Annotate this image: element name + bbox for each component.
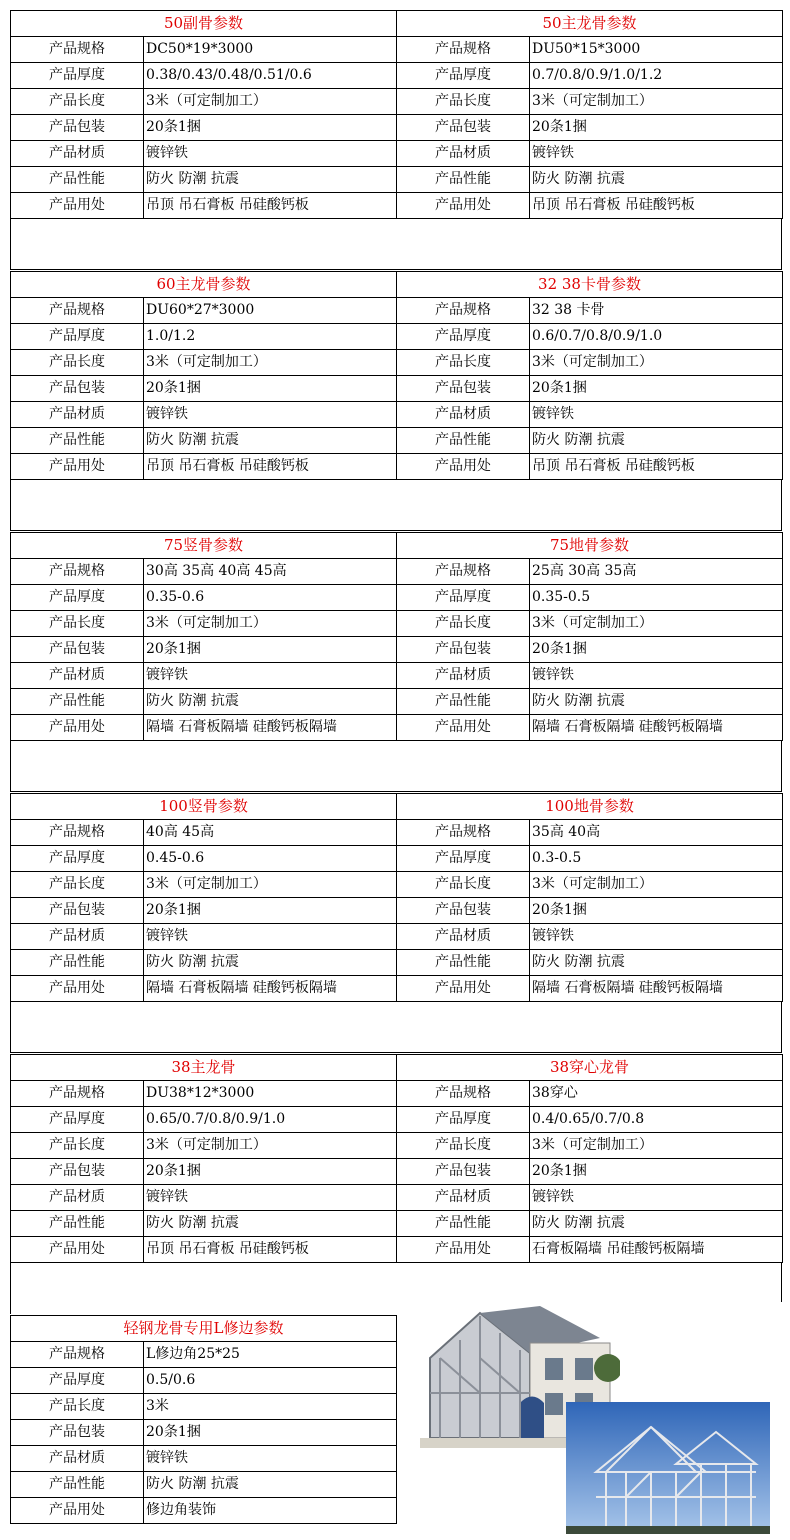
row-label: 产品用处 xyxy=(11,193,144,219)
row-value: 0.6/0.7/0.8/0.9/1.0 xyxy=(530,324,783,350)
table-title: 32 38卡骨参数 xyxy=(397,272,783,298)
table-row xyxy=(11,637,397,663)
row-value: 吊顶 吊石膏板 吊硅酸钙板 xyxy=(530,193,783,219)
row-label: 产品长度 xyxy=(11,872,144,898)
table-row xyxy=(397,141,783,167)
row-value: 3米（可定制加工） xyxy=(144,350,397,376)
row-value: 0.4/0.65/0.7/0.8 xyxy=(530,1107,783,1133)
table-row xyxy=(397,1159,783,1185)
row-value: 3米（可定制加工） xyxy=(144,611,397,637)
row-label: 产品用处 xyxy=(397,193,530,219)
row-value: 镀锌铁 xyxy=(530,402,783,428)
row-value: 35高 40高 xyxy=(530,820,783,846)
table-row xyxy=(397,611,783,637)
row-label: 产品长度 xyxy=(11,1133,144,1159)
row-label: 产品厚度 xyxy=(397,324,530,350)
row-label: 产品材质 xyxy=(397,1185,530,1211)
row-label: 产品厚度 xyxy=(11,324,144,350)
table-row xyxy=(11,1342,397,1368)
row-label: 产品材质 xyxy=(397,663,530,689)
row-value: 吊顶 吊石膏板 吊硅酸钙板 xyxy=(144,1237,397,1263)
row-value: 吊顶 吊石膏板 吊硅酸钙板 xyxy=(530,454,783,480)
row-label: 产品厚度 xyxy=(397,846,530,872)
row-value: 镀锌铁 xyxy=(144,1446,397,1472)
spacer xyxy=(10,218,782,270)
row-label: 产品规格 xyxy=(397,37,530,63)
row-value: 3米 xyxy=(144,1394,397,1420)
table-row xyxy=(11,689,397,715)
row-value: 隔墙 石膏板隔墙 硅酸钙板隔墙 xyxy=(530,715,783,741)
table-row xyxy=(397,1211,783,1237)
row-value: 3米（可定制加工） xyxy=(144,1133,397,1159)
table-row xyxy=(11,1107,397,1133)
table-row xyxy=(11,1237,397,1263)
table-title: 75竖骨参数 xyxy=(11,533,397,559)
spec-table xyxy=(396,1054,783,1263)
table-row xyxy=(11,141,397,167)
row-label: 产品材质 xyxy=(397,141,530,167)
row-label: 产品用处 xyxy=(11,976,144,1002)
row-label: 产品用处 xyxy=(397,1237,530,1263)
table-row xyxy=(11,585,397,611)
table-row xyxy=(11,950,397,976)
table-row xyxy=(397,689,783,715)
row-label: 产品长度 xyxy=(11,611,144,637)
row-label: 产品厚度 xyxy=(397,1107,530,1133)
table-row xyxy=(397,324,783,350)
table-row xyxy=(397,1185,783,1211)
table-row xyxy=(11,428,397,454)
row-label: 产品长度 xyxy=(397,89,530,115)
row-label: 产品规格 xyxy=(11,559,144,585)
row-value: 20条1捆 xyxy=(144,376,397,402)
row-label: 产品长度 xyxy=(397,611,530,637)
row-value: 3米（可定制加工） xyxy=(144,872,397,898)
row-label: 产品材质 xyxy=(397,402,530,428)
row-value: 20条1捆 xyxy=(530,898,783,924)
spec-block-1 xyxy=(10,10,782,270)
row-value: 0.38/0.43/0.48/0.51/0.6 xyxy=(144,63,397,89)
row-label: 产品规格 xyxy=(11,1342,144,1368)
row-value: 石膏板隔墙 吊硅酸钙板隔墙 xyxy=(530,1237,783,1263)
row-value: DU38*12*3000 xyxy=(144,1081,397,1107)
row-value: 20条1捆 xyxy=(144,637,397,663)
spec-table xyxy=(10,1054,397,1263)
row-value: 3米（可定制加工） xyxy=(530,350,783,376)
row-value: DC50*19*3000 xyxy=(144,37,397,63)
spec-table xyxy=(10,532,397,741)
table-row xyxy=(397,376,783,402)
table-row xyxy=(397,298,783,324)
spec-table xyxy=(10,1315,397,1524)
table-title: 50主龙骨参数 xyxy=(397,11,783,37)
table-row xyxy=(397,1237,783,1263)
row-label: 产品用处 xyxy=(397,454,530,480)
row-label: 产品性能 xyxy=(397,689,530,715)
row-value: 吊顶 吊石膏板 吊硅酸钙板 xyxy=(144,193,397,219)
row-value: 32 38 卡骨 xyxy=(530,298,783,324)
row-value: 20条1捆 xyxy=(530,376,783,402)
row-value: 镀锌铁 xyxy=(144,924,397,950)
table-row xyxy=(11,559,397,585)
row-value: 3米（可定制加工） xyxy=(530,611,783,637)
table-row xyxy=(11,1159,397,1185)
table-row xyxy=(11,324,397,350)
row-label: 产品包装 xyxy=(11,637,144,663)
row-label: 产品厚度 xyxy=(11,1107,144,1133)
spec-table xyxy=(396,271,783,480)
row-label: 产品厚度 xyxy=(11,1368,144,1394)
table-row xyxy=(11,1446,397,1472)
table-row xyxy=(11,1420,397,1446)
row-label: 产品性能 xyxy=(11,1472,144,1498)
table-row xyxy=(397,1081,783,1107)
spec-table xyxy=(396,793,783,1002)
table-title: 50副骨参数 xyxy=(11,11,397,37)
row-label: 产品性能 xyxy=(397,950,530,976)
row-label: 产品材质 xyxy=(11,1446,144,1472)
row-value: 防火 防潮 抗震 xyxy=(144,428,397,454)
table-title: 60主龙骨参数 xyxy=(11,272,397,298)
row-label: 产品厚度 xyxy=(11,585,144,611)
row-label: 产品厚度 xyxy=(397,63,530,89)
row-label: 产品包装 xyxy=(397,637,530,663)
row-value: 0.45-0.6 xyxy=(144,846,397,872)
row-value: 20条1捆 xyxy=(144,898,397,924)
row-label: 产品性能 xyxy=(11,1211,144,1237)
row-value: 25高 30高 35高 xyxy=(530,559,783,585)
spec-table xyxy=(10,793,397,1002)
row-value: 防火 防潮 抗震 xyxy=(144,689,397,715)
steel-frame-house-illustration xyxy=(420,1298,770,1534)
row-value: 0.7/0.8/0.9/1.0/1.2 xyxy=(530,63,783,89)
row-value: 0.35-0.6 xyxy=(144,585,397,611)
table-row xyxy=(397,1133,783,1159)
row-value: 镀锌铁 xyxy=(530,141,783,167)
row-label: 产品用处 xyxy=(11,1498,144,1524)
table-row xyxy=(397,950,783,976)
table-row xyxy=(397,559,783,585)
table-row xyxy=(397,63,783,89)
row-value: 镀锌铁 xyxy=(530,1185,783,1211)
row-value: 20条1捆 xyxy=(144,115,397,141)
row-value: 镀锌铁 xyxy=(144,141,397,167)
row-label: 产品材质 xyxy=(11,663,144,689)
row-value: 38穿心 xyxy=(530,1081,783,1107)
row-value: 防火 防潮 抗震 xyxy=(530,689,783,715)
table-row xyxy=(11,611,397,637)
table-row xyxy=(397,585,783,611)
row-label: 产品包装 xyxy=(11,376,144,402)
table-row xyxy=(11,298,397,324)
table-row xyxy=(11,1185,397,1211)
table-row xyxy=(397,350,783,376)
row-label: 产品用处 xyxy=(397,976,530,1002)
table-row xyxy=(397,846,783,872)
table-row xyxy=(11,715,397,741)
table-title: 75地骨参数 xyxy=(397,533,783,559)
row-label: 产品性能 xyxy=(11,167,144,193)
table-row xyxy=(11,924,397,950)
row-label: 产品性能 xyxy=(11,950,144,976)
table-row xyxy=(11,872,397,898)
table-row xyxy=(11,167,397,193)
row-value: 镀锌铁 xyxy=(144,402,397,428)
row-label: 产品包装 xyxy=(397,376,530,402)
row-value: 20条1捆 xyxy=(530,1159,783,1185)
table-row xyxy=(397,898,783,924)
row-value: 40高 45高 xyxy=(144,820,397,846)
spec-block-5 xyxy=(10,1054,782,1314)
row-label: 产品包装 xyxy=(397,1159,530,1185)
table-row xyxy=(11,976,397,1002)
row-value: 0.35-0.5 xyxy=(530,585,783,611)
row-value: 3米（可定制加工） xyxy=(144,89,397,115)
table-row xyxy=(11,1498,397,1524)
row-label: 产品包装 xyxy=(11,115,144,141)
row-value: L修边角25*25 xyxy=(144,1342,397,1368)
table-row xyxy=(397,820,783,846)
table-row xyxy=(397,1107,783,1133)
row-value: 镀锌铁 xyxy=(144,1185,397,1211)
table-row xyxy=(11,350,397,376)
row-label: 产品厚度 xyxy=(11,846,144,872)
row-label: 产品长度 xyxy=(397,350,530,376)
table-row xyxy=(11,1394,397,1420)
table-row xyxy=(11,663,397,689)
row-label: 产品性能 xyxy=(397,1211,530,1237)
table-row xyxy=(11,376,397,402)
spacer xyxy=(10,740,782,792)
table-row xyxy=(11,898,397,924)
spec-block-3 xyxy=(10,532,782,792)
table-row xyxy=(11,1472,397,1498)
table-row xyxy=(397,637,783,663)
table-row xyxy=(11,454,397,480)
row-label: 产品厚度 xyxy=(397,585,530,611)
spacer xyxy=(10,479,782,531)
table-title: 轻钢龙骨专用L修边参数 xyxy=(11,1316,397,1342)
row-label: 产品材质 xyxy=(397,924,530,950)
table-row xyxy=(11,37,397,63)
row-value: 3米（可定制加工） xyxy=(530,872,783,898)
table-row xyxy=(397,428,783,454)
row-value: 20条1捆 xyxy=(144,1420,397,1446)
spec-block-4 xyxy=(10,793,782,1053)
row-value: 20条1捆 xyxy=(530,115,783,141)
row-label: 产品用处 xyxy=(11,1237,144,1263)
house-frame-photo-icon xyxy=(566,1402,770,1534)
spacer xyxy=(10,1001,782,1053)
table-row xyxy=(11,193,397,219)
row-label: 产品包装 xyxy=(397,898,530,924)
row-value: DU50*15*3000 xyxy=(530,37,783,63)
row-label: 产品长度 xyxy=(11,89,144,115)
row-value: 3米（可定制加工） xyxy=(530,89,783,115)
spec-table xyxy=(10,10,397,219)
row-value: 防火 防潮 抗震 xyxy=(530,167,783,193)
row-label: 产品规格 xyxy=(11,820,144,846)
table-row xyxy=(397,454,783,480)
row-label: 产品用处 xyxy=(11,715,144,741)
table-row xyxy=(11,1081,397,1107)
table-row xyxy=(397,924,783,950)
row-value: 0.3-0.5 xyxy=(530,846,783,872)
table-row xyxy=(397,167,783,193)
table-row xyxy=(397,89,783,115)
table-title: 100竖骨参数 xyxy=(11,794,397,820)
row-label: 产品包装 xyxy=(397,115,530,141)
row-label: 产品材质 xyxy=(11,402,144,428)
table-row xyxy=(11,1133,397,1159)
row-value: 镀锌铁 xyxy=(530,924,783,950)
table-row xyxy=(397,663,783,689)
row-label: 产品用处 xyxy=(11,454,144,480)
table-row xyxy=(11,115,397,141)
row-label: 产品规格 xyxy=(11,1081,144,1107)
table-row xyxy=(397,37,783,63)
spec-block-2 xyxy=(10,271,782,531)
row-label: 产品性能 xyxy=(11,689,144,715)
row-value: 防火 防潮 抗震 xyxy=(530,1211,783,1237)
row-label: 产品用处 xyxy=(397,715,530,741)
table-row xyxy=(11,846,397,872)
row-value: 镀锌铁 xyxy=(530,663,783,689)
row-label: 产品性能 xyxy=(11,428,144,454)
table-title: 38穿心龙骨 xyxy=(397,1055,783,1081)
row-value: 修边角装饰 xyxy=(144,1498,397,1524)
row-value: 吊顶 吊石膏板 吊硅酸钙板 xyxy=(144,454,397,480)
row-value: 防火 防潮 抗震 xyxy=(144,1211,397,1237)
row-value: 隔墙 石膏板隔墙 硅酸钙板隔墙 xyxy=(144,976,397,1002)
row-label: 产品长度 xyxy=(11,1394,144,1420)
row-value: 0.5/0.6 xyxy=(144,1368,397,1394)
row-label: 产品性能 xyxy=(397,167,530,193)
row-label: 产品规格 xyxy=(11,37,144,63)
row-value: 20条1捆 xyxy=(530,637,783,663)
table-row xyxy=(397,402,783,428)
row-label: 产品规格 xyxy=(397,1081,530,1107)
table-row xyxy=(397,115,783,141)
row-value: DU60*27*3000 xyxy=(144,298,397,324)
spec-table xyxy=(396,532,783,741)
row-value: 防火 防潮 抗震 xyxy=(530,950,783,976)
table-row xyxy=(397,715,783,741)
table-row xyxy=(397,193,783,219)
row-label: 产品性能 xyxy=(397,428,530,454)
row-label: 产品材质 xyxy=(11,1185,144,1211)
row-value: 30高 35高 40高 45高 xyxy=(144,559,397,585)
table-title: 38主龙骨 xyxy=(11,1055,397,1081)
spec-table xyxy=(10,271,397,480)
row-value: 20条1捆 xyxy=(144,1159,397,1185)
table-row xyxy=(11,402,397,428)
row-label: 产品规格 xyxy=(397,559,530,585)
row-label: 产品规格 xyxy=(397,820,530,846)
spec-table xyxy=(396,10,783,219)
row-label: 产品包装 xyxy=(11,1420,144,1446)
table-row xyxy=(397,872,783,898)
row-value: 防火 防潮 抗震 xyxy=(144,1472,397,1498)
row-value: 隔墙 石膏板隔墙 硅酸钙板隔墙 xyxy=(144,715,397,741)
row-label: 产品长度 xyxy=(11,350,144,376)
row-value: 镀锌铁 xyxy=(144,663,397,689)
table-row xyxy=(11,820,397,846)
row-label: 产品厚度 xyxy=(11,63,144,89)
row-label: 产品材质 xyxy=(11,141,144,167)
table-title: 100地骨参数 xyxy=(397,794,783,820)
row-label: 产品长度 xyxy=(397,872,530,898)
row-value: 3米（可定制加工） xyxy=(530,1133,783,1159)
row-label: 产品材质 xyxy=(11,924,144,950)
row-label: 产品包装 xyxy=(11,1159,144,1185)
table-row xyxy=(11,1368,397,1394)
table-row xyxy=(11,1211,397,1237)
row-label: 产品规格 xyxy=(397,298,530,324)
row-value: 隔墙 石膏板隔墙 硅酸钙板隔墙 xyxy=(530,976,783,1002)
table-row xyxy=(11,63,397,89)
row-label: 产品规格 xyxy=(11,298,144,324)
row-value: 防火 防潮 抗震 xyxy=(144,167,397,193)
row-value: 防火 防潮 抗震 xyxy=(144,950,397,976)
table-row xyxy=(397,976,783,1002)
row-value: 防火 防潮 抗震 xyxy=(530,428,783,454)
table-row xyxy=(11,89,397,115)
row-label: 产品长度 xyxy=(397,1133,530,1159)
row-value: 1.0/1.2 xyxy=(144,324,397,350)
row-value: 0.65/0.7/0.8/0.9/1.0 xyxy=(144,1107,397,1133)
row-label: 产品包装 xyxy=(11,898,144,924)
